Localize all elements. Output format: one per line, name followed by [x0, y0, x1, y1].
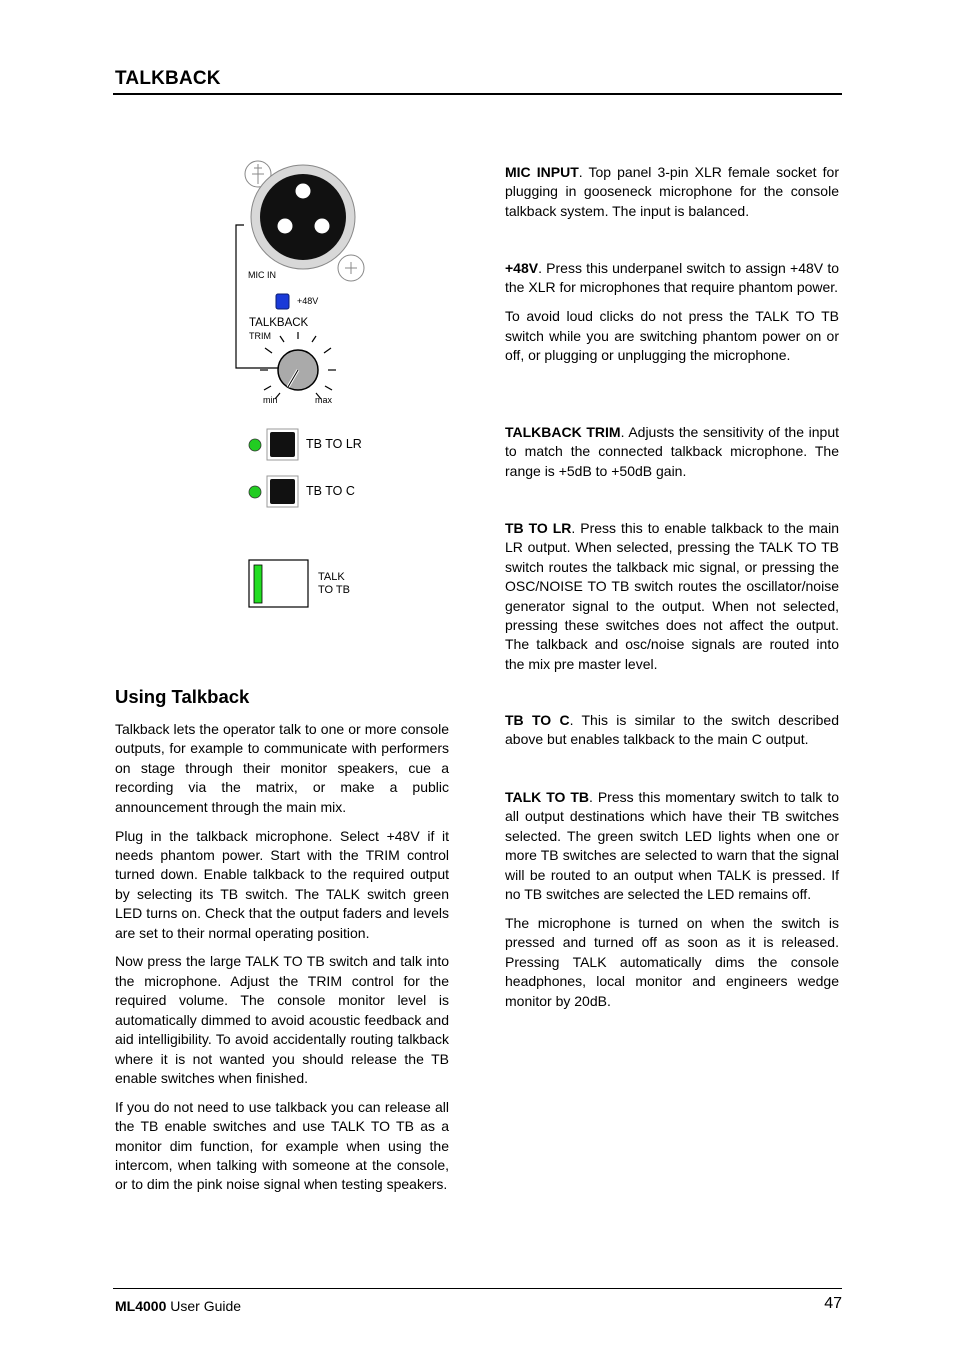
tb-to-lr-label: TB TO LR — [306, 437, 362, 451]
phantom-note: To avoid loud clicks do not press the TALK TO TB switch while you are switching phantom power on or off, or plugging or unplugging the microphone. — [505, 308, 839, 364]
phantom-term: +48V — [505, 260, 539, 276]
tb-to-lr-switch[interactable] — [270, 432, 295, 457]
max-label: max — [315, 395, 333, 405]
tb-to-lr-term: TB TO LR — [505, 520, 572, 536]
talk-to-tb-note: The microphone is turned on when the switch is pressed and turned off as soon as it is released. Pressing TALK automatically dims the console headphones, local monitor and engineers wedge monitor by 20dB. — [505, 914, 839, 1009]
tb-to-c-label: TB TO C — [306, 484, 355, 498]
tb-to-c-description — [505, 711, 839, 759]
talk-to-tb-text: . Press this momentary switch to talk to all output destinations which have their TB switches selected. The green switch LED lights when one or more TB switches are selected to warn that the signal will be routed to an output when TALK is pressed. If no TB switches are selected the LED remains off. — [505, 789, 839, 903]
using-paragraph: Talkback lets the operator talk to one or more console outputs, for example to communicate with performers on stage through their monitor speakers, cue a recording via the matrix, or make a public announcement through the main mix. — [115, 721, 449, 815]
min-label: min — [263, 395, 278, 405]
tb-to-lr-led — [249, 439, 261, 451]
xlr-socket — [245, 161, 364, 281]
tb-to-c-text: . This is similar to the switch described above but enables talkback to the main C output. — [505, 712, 839, 748]
page-title: TALKBACK — [115, 68, 221, 89]
phantom-label: +48V — [297, 296, 319, 306]
footer-guide: User Guide — [166, 1298, 242, 1314]
talkback-panel-drawing — [228, 155, 378, 615]
mic-input-text: . Top panel 3-pin XLR female socket for plugging in gooseneck microphone for the console talkback system. The input is balanced. — [505, 164, 839, 219]
mic-in-label: MIC IN — [248, 270, 276, 280]
tb-to-lr-description — [505, 519, 839, 684]
talkback-label: TALKBACK — [249, 317, 309, 329]
tb-to-c-term: TB TO C — [505, 712, 570, 728]
mic-input-description — [505, 163, 839, 231]
talk-to-tb-term: TALK TO TB — [505, 789, 589, 805]
using-paragraph: Plug in the talkback microphone. Select +48V if it needs phantom power. Start with the TRIM control turned down. Enable talkback to the required output by selecting its TB switch. The TALK switch green LED turns on. Check that the output faders and levels are set to their normal operating position. — [115, 827, 449, 941]
phantom-description — [505, 259, 839, 375]
using-paragraph: Now press the large TALK TO TB switch and talk into the microphone. Adjust the TRIM control for the required volume. The console monitor level is automatically dimmed to avoid acoustic feedback and aid intelligibility. To avoid accidentally routing talkback where it is not wanted you should release the TB enable switches when finished. — [115, 953, 449, 1086]
trim-term: TALKBACK TRIM — [505, 424, 621, 440]
trim-label: TRIM — [249, 331, 271, 341]
header-rule — [113, 93, 842, 95]
page-number: 47 — [824, 1295, 842, 1312]
trim-text: . Adjusts the sensitivity of the input to match the connected talkback microphone. The range is +5dB to +50dB gain. — [505, 424, 839, 479]
tb-to-lr-text: . Press this to enable talkback to the main LR output. When selected, pressing the TALK TO TB switch routes the talkback mic signal, or pressing the OSC/NOISE TO TB switch routes the oscillator/noise generator signal to the output. When not selected, pressing these switches does not affect the output. The talkback and osc/noise signals are routed into the mix pre master level. — [505, 520, 839, 672]
tb-to-c-switch[interactable] — [270, 479, 295, 504]
mic-input-term: MIC INPUT — [505, 164, 579, 180]
talk-to-tb-description — [505, 788, 839, 1020]
trim-knob[interactable] — [278, 350, 318, 390]
talk-to-tb-led — [254, 565, 262, 603]
talkback-panel-illustration — [228, 155, 378, 615]
trim-description — [505, 423, 839, 491]
footer-rule — [113, 1288, 842, 1289]
using-paragraph: If you do not need to use talkback you can release all the TB enable switches and use TALK TO TB as a monitor dim function, for example when using the intercom, when talking with someone at the console, or to dim the pink noise signal when testing speakers. — [115, 1098, 449, 1193]
using-talkback-heading: Using Talkback — [115, 686, 250, 707]
using-talkback-body — [115, 720, 449, 1204]
talk-label-line1: TALK — [318, 571, 345, 583]
footer-title — [115, 1298, 241, 1314]
talk-label-line2: TO TB — [318, 584, 350, 596]
phantom-text: . Press this underpanel switch to assign +48V to the XLR for microphones that require phantom power. — [505, 260, 839, 296]
tb-to-c-led — [249, 486, 261, 498]
phantom-switch[interactable] — [276, 294, 289, 309]
footer-product: ML4000 — [115, 1298, 167, 1314]
